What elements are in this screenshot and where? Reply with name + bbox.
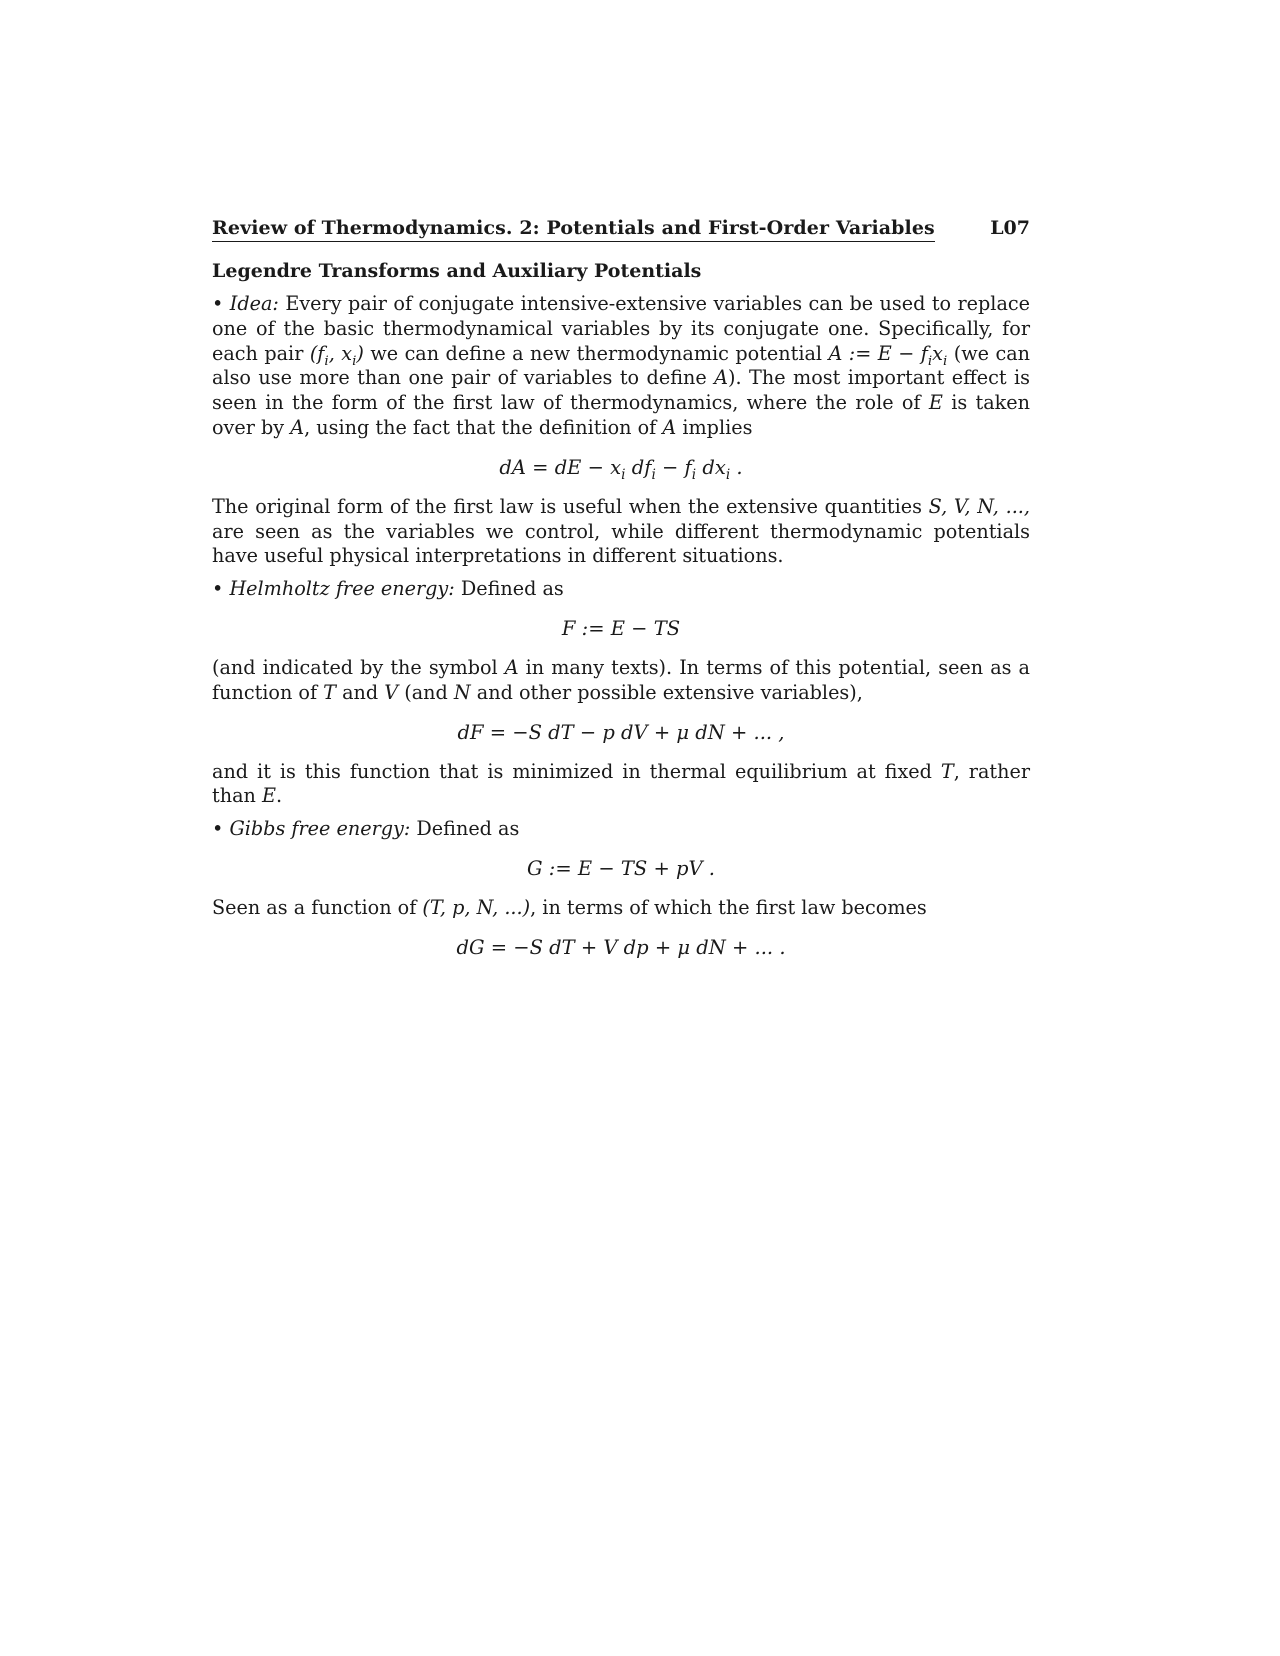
helmholtz-description: (and indicated by the symbol A in many texts). In terms of this potential, seen as a function of T and V (and N and other possible extensive variables), [212,655,1030,704]
helmholtz-paragraph: • Helmholtz free energy: Defined as [212,577,564,601]
gibbs-description: Seen as a function of (T, p, N, ...), in terms of which the first law becomes [212,895,927,919]
idea-text: (we can also use more than one pair of variables to define [212,341,1031,390]
math-symbol: E [928,391,943,415]
idea-label: Idea: [229,292,279,315]
math-pair: ($f_i$, $x_i$) [309,341,364,369]
idea-paragraph [212,292,1030,441]
equation-dG: dG = −S dT + V dp + μ dN + ... . [456,935,786,959]
idea-text: Every pair of conjugate intensive-extensive variables can be used to replace one of the basic thermodynamical variables by its conjugate one. Specifically, for each pair [212,292,1030,365]
bullet: • [212,817,224,841]
equation-dF: dF = −S dT − p dV + μ dN + ... , [457,720,785,744]
first-law-paragraph: The original form of the first law is useful when the extensive quantities S, V, N, ..., are seen as the variables we control, while different thermodynamic potentials have useful physical interpretations in different situations. [212,494,1030,568]
helmholtz-label: Helmholtz free energy: [229,577,455,601]
header-title: Review of Thermodynamics. 2: Potentials and First-Order Variables [212,217,935,242]
math-definition: A := $E - f_ix_i$ [828,341,948,369]
equation-G: G := E − TS + pV . [527,856,715,880]
gibbs-paragraph: • Gibbs free energy: Defined as [212,817,520,841]
equation-dA: dA = dE − $x_i$ $df_i - f_i$ $dx_i$ . [499,455,743,483]
math-symbol: A [714,366,729,390]
bullet: • [212,577,224,601]
idea-text: is taken over by [212,391,1030,439]
bullet: • [212,292,224,315]
equation-F: F := E − TS [561,616,681,640]
lecture-code: L07 [990,217,1030,239]
math-symbol: A [662,415,677,439]
page-header [212,212,1030,242]
section-title: Legendre Transforms and Auxiliary Potentials [212,260,702,282]
idea-text: ). The most important effect is seen in the form of the first law of thermodynamics, where the role of [212,366,1030,415]
idea-text: we can define a new thermodynamic potential [363,341,829,365]
minimization-paragraph: and it is this function that is minimized in thermal equilibrium at fixed T, rather than E. [212,759,1031,808]
idea-text: implies [676,415,753,439]
math-symbol: A [290,415,305,439]
idea-text: , using the fact that the definition of [304,415,663,439]
gibbs-label: Gibbs free energy: [229,817,411,841]
document-page [212,212,1030,975]
